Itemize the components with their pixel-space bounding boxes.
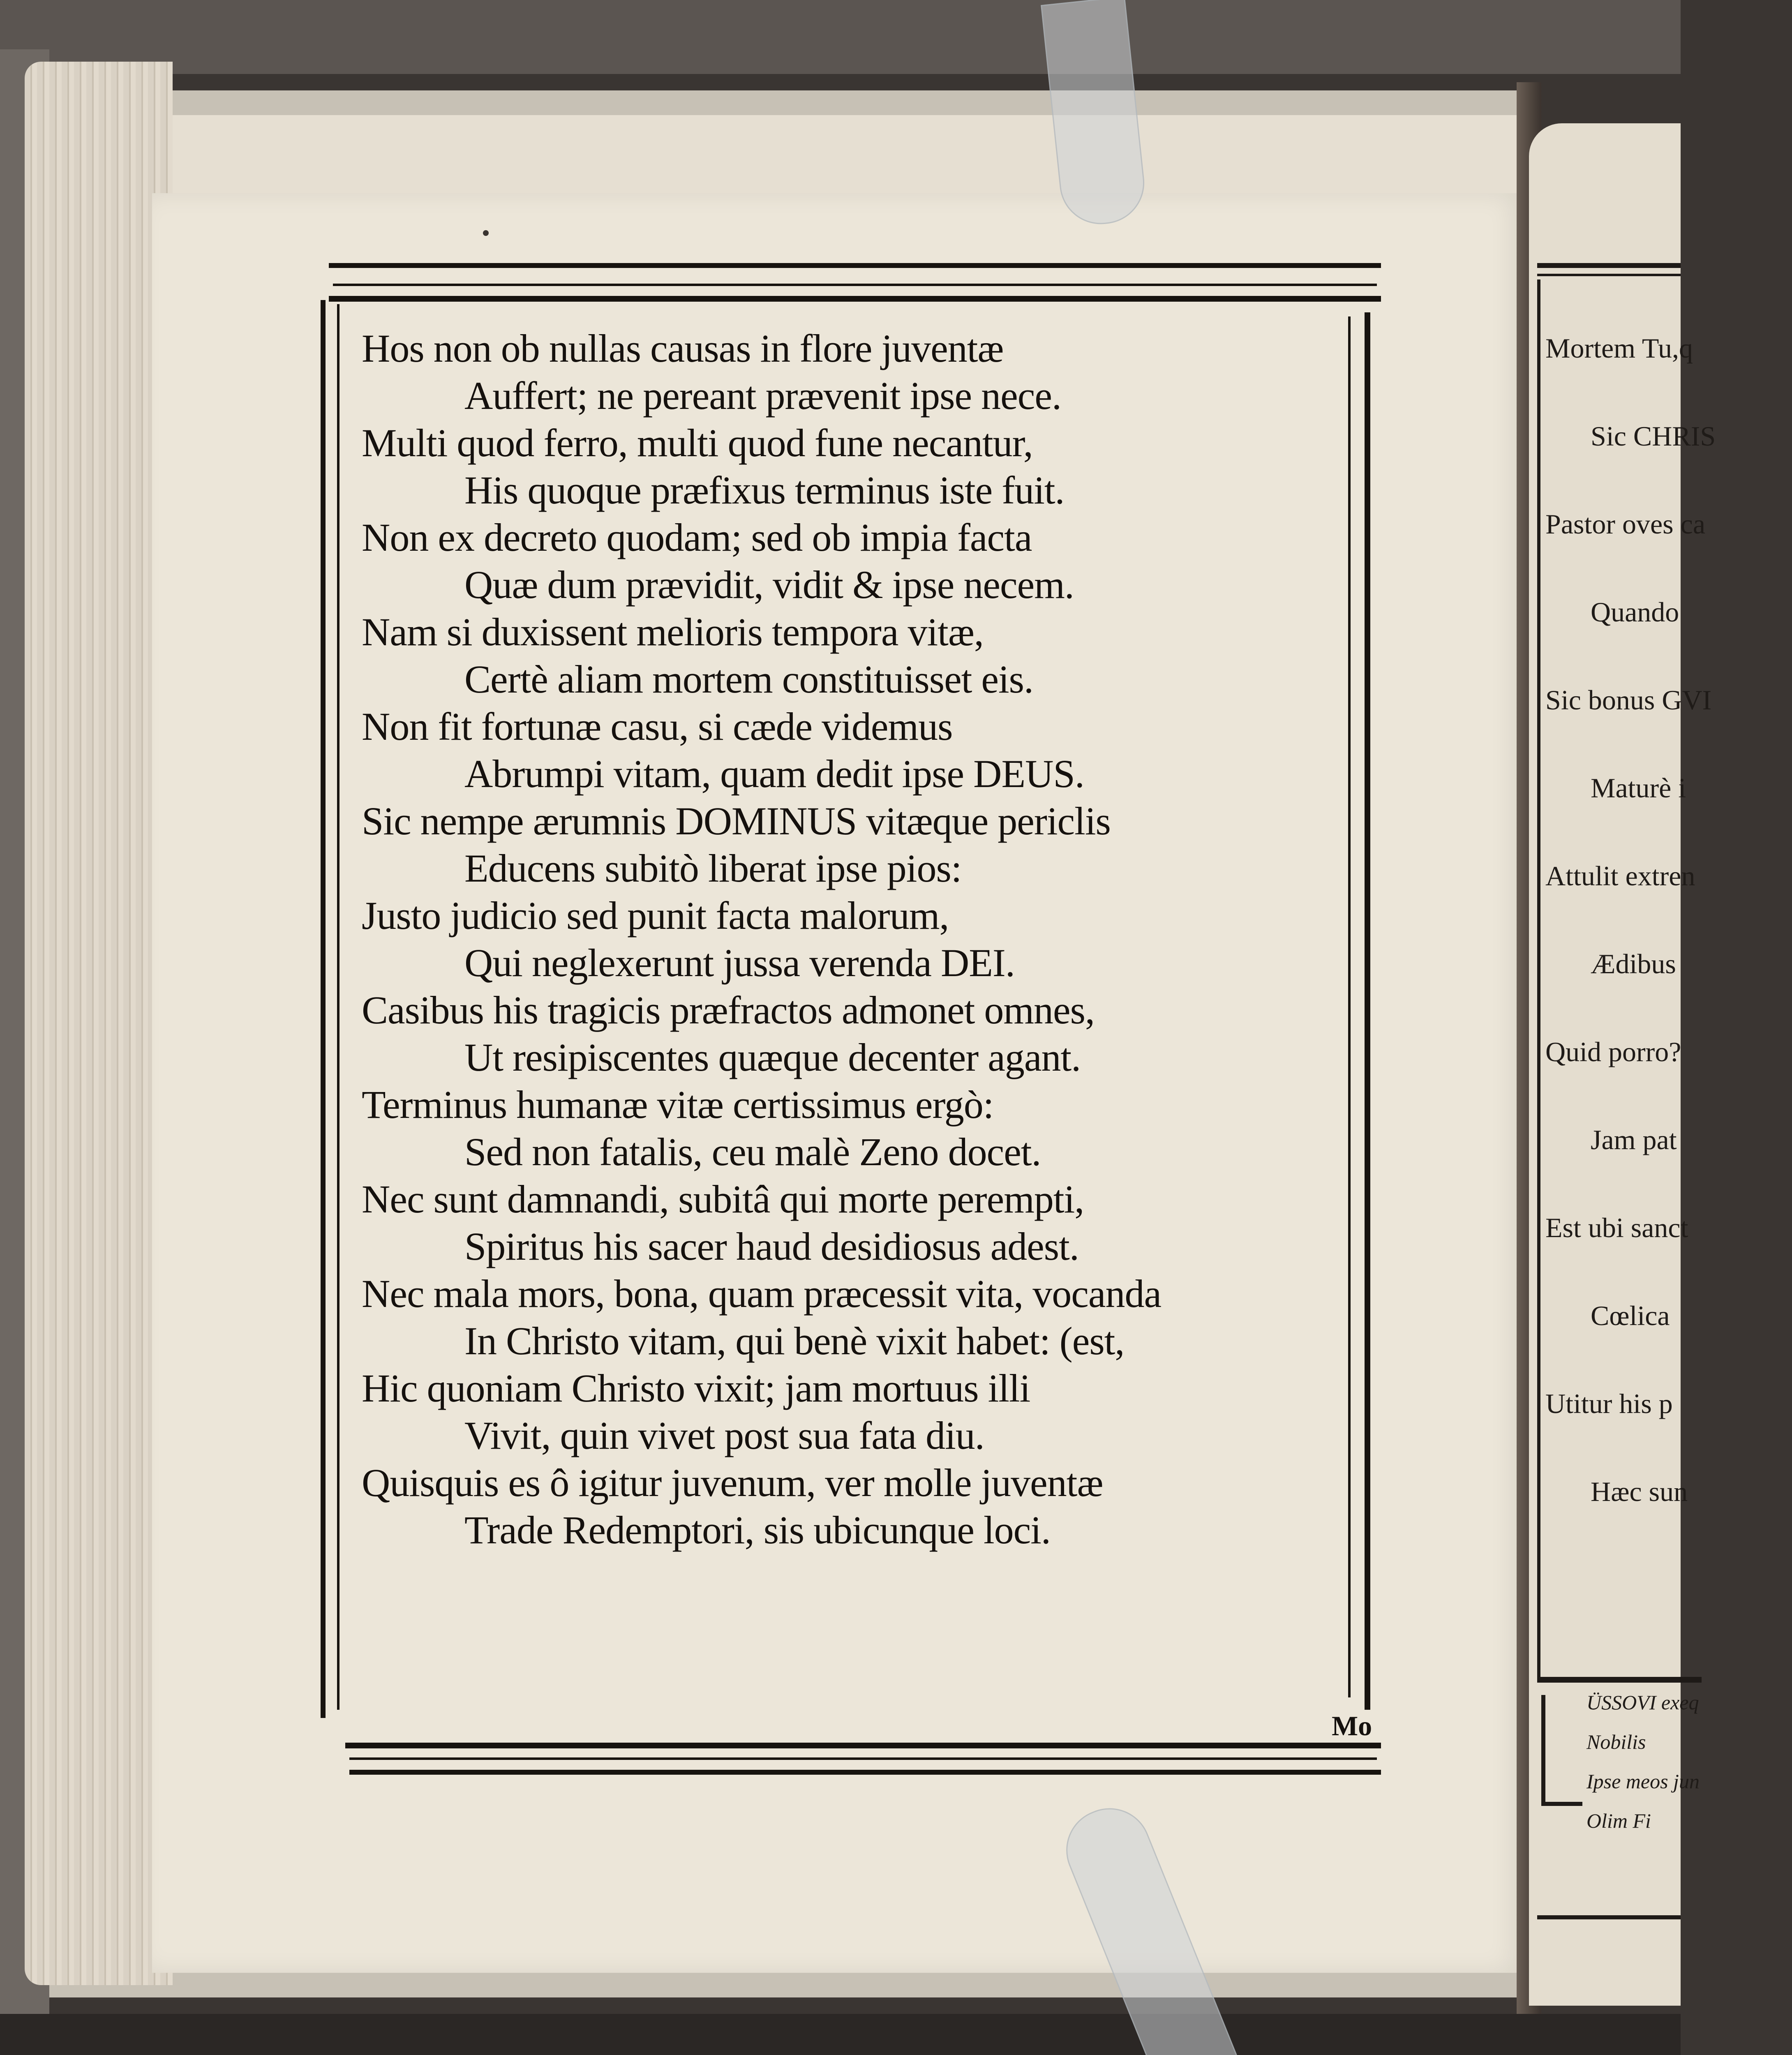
verse-line: Sed non fatalis, ceu malè Zeno docet. xyxy=(464,1130,1041,1174)
facing-box-line: Olim Fi xyxy=(1586,1809,1651,1832)
verse-line: Abrumpi vitam, quam dedit ipse DEUS. xyxy=(464,752,1084,796)
verse-line: Multi quod ferro, multi quod fune necantur, xyxy=(362,421,1033,465)
ink-speck xyxy=(483,230,489,236)
facing-frame-rule xyxy=(1537,279,1540,1677)
facing-rule xyxy=(1537,274,1681,276)
facing-page xyxy=(1529,123,1716,2006)
facing-line: Est ubi sanct xyxy=(1545,1212,1688,1243)
verse-line: Nam si duxissent melioris tempora vitæ, xyxy=(362,610,984,654)
verse-line: Hic quoniam Christo vixit; jam mortuus illi xyxy=(362,1366,1030,1410)
facing-line: Cœlica xyxy=(1591,1300,1670,1331)
border-rule-bottom xyxy=(349,1757,1377,1760)
verse-line: Trade Redemptori, sis ubicunque loci. xyxy=(464,1508,1051,1552)
facing-line: Utitur his p xyxy=(1545,1388,1673,1419)
facing-epitaph-box xyxy=(1537,1677,1702,1888)
facing-line: Maturè i xyxy=(1591,772,1686,804)
facing-text xyxy=(1545,304,1792,1535)
book-cover-top xyxy=(0,0,1681,74)
facing-box-line: Ipse meos jun xyxy=(1586,1770,1700,1793)
verse-line: Vivit, quin vivet post sua fata diu. xyxy=(464,1413,984,1457)
poem-text xyxy=(362,325,1348,1554)
paper-strip xyxy=(173,115,1529,200)
border-rule-bottom xyxy=(349,1770,1381,1775)
facing-line: Jam pat xyxy=(1591,1124,1677,1155)
border-rule-bottom xyxy=(345,1743,1381,1748)
border-rule-right xyxy=(1365,312,1370,1710)
border-rule-top xyxy=(329,296,1381,302)
verse-line: Non ex decreto quodam; sed ob impia facta xyxy=(362,515,1032,559)
verse-line: Justo judicio sed punit facta malorum, xyxy=(362,894,949,937)
facing-line: Pastor oves ca xyxy=(1545,508,1706,540)
facing-line: Ædibus xyxy=(1591,948,1676,979)
verse-line: Ut resipiscentes quæque decenter agant. xyxy=(464,1035,1081,1079)
verse-line: Nec sunt damnandi, subitâ qui morte perempti, xyxy=(362,1177,1084,1221)
verse-line: Hos non ob nullas causas in flore juventæ xyxy=(362,326,1004,370)
verse-line: Quæ dum prævidit, vidit & ipse necem. xyxy=(464,563,1074,607)
facing-line: Attulit extren xyxy=(1545,860,1695,891)
border-rule-right xyxy=(1348,316,1351,1697)
verse-line: His quoque præfixus terminus iste fuit. xyxy=(464,468,1065,512)
verse-line: Nec mala mors, bona, quam præcessit vita, vocanda xyxy=(362,1272,1162,1316)
verse-line: Terminus humanæ vitæ certissimus ergò: xyxy=(362,1083,994,1127)
verse-line: Educens subitò liberat ipse pios: xyxy=(464,846,962,890)
verse-line: In Christo vitam, qui benè vixit habet: (est, xyxy=(464,1319,1125,1363)
catchword: Mo xyxy=(1332,1710,1372,1741)
decorated-initial xyxy=(1541,1695,1582,1806)
verse-line: Qui neglexerunt jussa verenda DEI. xyxy=(464,941,1015,985)
facing-line: Sic bonus GVI xyxy=(1545,684,1712,716)
facing-line: Quid porro? xyxy=(1545,1036,1681,1067)
verse-line: Auffert; ne pereant prævenit ipse nece. xyxy=(464,374,1061,418)
verse-line: Non fit fortunæ casu, si cæde videmus xyxy=(362,704,953,748)
verse-line: Casibus his tragicis præfractos admonet omnes, xyxy=(362,988,1095,1032)
border-rule-left xyxy=(337,304,339,1710)
facing-line: Sic CHRIS xyxy=(1591,420,1716,452)
printed-border xyxy=(321,263,1381,1800)
book-cover-bottom xyxy=(0,2014,1681,2055)
facing-line: Hæc sun xyxy=(1591,1476,1688,1507)
border-rule-top xyxy=(333,284,1377,286)
facing-line: Quando xyxy=(1591,596,1679,628)
facing-rule xyxy=(1537,263,1681,268)
facing-rule xyxy=(1537,1915,1681,1919)
border-rule-top xyxy=(329,263,1381,268)
facing-box-line: ÜSSOVI exeq xyxy=(1586,1691,1699,1714)
facing-box-line: Nobilis xyxy=(1586,1730,1646,1753)
verse-line: Sic nempe ærumnis DOMINUS vitæque periclis xyxy=(362,799,1111,843)
border-rule-left xyxy=(321,300,326,1718)
verse-line: Certè aliam mortem constituisset eis. xyxy=(464,657,1034,701)
facing-line: Mortem Tu,q xyxy=(1545,332,1693,364)
verse-line: Spiritus his sacer haud desidiosus adest. xyxy=(464,1224,1079,1268)
verse-line: Quisquis es ô igitur juvenum, ver molle juventæ xyxy=(362,1461,1103,1505)
page-edges xyxy=(25,62,173,1985)
